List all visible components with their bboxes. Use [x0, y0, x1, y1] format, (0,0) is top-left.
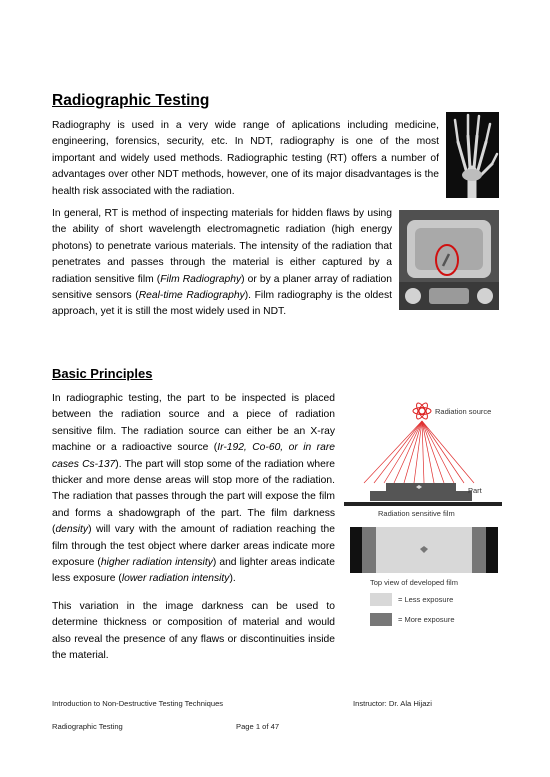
radiation-source-icon [413, 401, 431, 420]
part-label: Part [468, 486, 482, 495]
footer-course: Introduction to Non-Destructive Testing Techniques [52, 699, 224, 708]
footer-page-number: Page 1 of 47 [236, 722, 280, 731]
footer-chapter: Radiographic Testing [52, 722, 123, 731]
page-title: Radiographic Testing [52, 92, 210, 109]
section-heading: Basic Principles [52, 366, 153, 381]
footer-instructor: Instructor: Dr. Ala Hijazi [353, 699, 432, 708]
legend-more: = More exposure [398, 615, 455, 624]
legend-less: = Less exposure [398, 595, 454, 604]
radiography-diagram [340, 395, 510, 635]
principles-paragraph: In radiographic testing, the part to be inspected is placed between the radiation source and a piece of radiation sensitive film. The radiation source can either be an X-ray machine or a radioactive source (Ir-192, Co-60, or in rare cases Cs-137). The part will stop some of the radiation where thicker and more dense areas will stop more of the radiation. The radiation that passes through the part will expose the film and forms a shadowgraph of the part. The film darkness (density) will vary with the amount of radiation reaching the film through the test object where darker areas indicate more exposure (higher radiation intensity) and lighter areas indicate less exposure (lower radiation intensity). [52, 393, 336, 585]
topview-label: Top view of developed film [370, 578, 458, 587]
part-radiograph-image [399, 210, 499, 310]
radiation-source-label: Radiation source [435, 407, 492, 416]
hand-xray-image [446, 112, 499, 198]
film-label: Radiation sensitive film [378, 509, 455, 518]
rt-paragraph: In general, RT is method of inspecting materials for hidden flaws by using the ability of short wavelength electromagnetic radiation (high energy photons) to penetrate various materials. The intensity of the radiation that penetrates and passes through the material is either captured by a radiation sensitive film (Film Radiography) or by a planer array of radiation sensitive sensors (Real-time Radiography). Film radiography is the oldest approach, yet it is still the most widely used in NDT. [52, 208, 392, 318]
variation-paragraph: This variation in the image darkness can be used to determine thickness or composition of material and would also reveal the presence of any flaws or discontinuities inside the material. [52, 601, 335, 662]
intro-paragraph: Radiography is used in a very wide range of aplications including medicine, engineering, forensics, security, etc. In NDT, radiography is one of the most important and widely used methods. Radiographic testing (RT) offers a number of advantages over other NDT methods, however, one of its major disadvantages is the health risk associated with the radiation. [52, 120, 439, 197]
